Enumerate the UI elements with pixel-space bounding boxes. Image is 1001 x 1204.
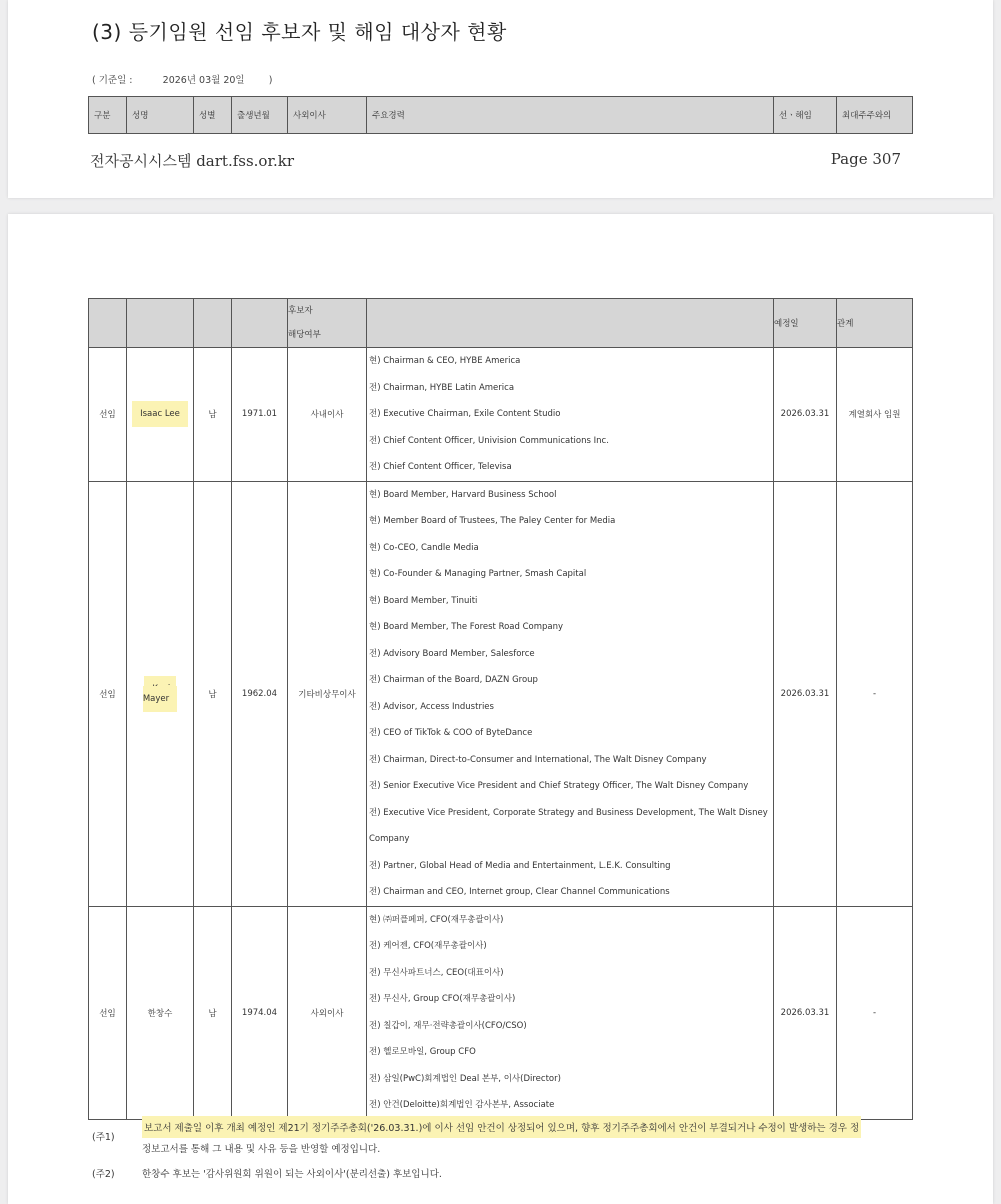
- col-birth: 출생년월: [232, 97, 288, 134]
- document-page-307: [8, 0, 993, 198]
- col-relation: 최대주주와의: [837, 97, 913, 134]
- row-birth: 1962.04: [232, 481, 288, 906]
- col-type: 구분: [89, 97, 127, 134]
- row-name: [127, 348, 194, 482]
- candidate-name-highlight: Kevin Mayer: [143, 676, 177, 712]
- row-date: 2026.03.31: [774, 906, 837, 1119]
- note-2-label: (주2): [92, 1169, 115, 1180]
- hdr-scheduled-date: 예정일: [774, 299, 837, 348]
- col-appoint-dismiss: 선ㆍ해임: [774, 97, 837, 134]
- career-line: 현) Board Member, Harvard Business School: [369, 489, 557, 500]
- career-line: 현) Board Member, The Forest Road Company: [369, 622, 564, 632]
- row-type: 선임: [89, 906, 127, 1119]
- row-date: 2026.03.31: [774, 481, 837, 906]
- row-type: 선임: [89, 481, 127, 906]
- career-line: 전) Executive Chairman, Exile Content Studio: [369, 409, 561, 419]
- career-line: 전) Chairman of the Board, DAZN Group: [369, 675, 538, 685]
- col-name: 성명: [127, 97, 194, 134]
- row-date: 2026.03.31: [774, 348, 837, 482]
- career-line: 전) 무신사, Group CFO(재무총괄이사): [369, 994, 516, 1004]
- hdr-candidate-line2: 해당여부: [288, 330, 321, 340]
- row-director-type: 기타비상무이사: [288, 481, 367, 906]
- hdr-blank-type: [89, 299, 127, 348]
- career-line: 현) Co-Founder & Managing Partner, Smash Capital: [369, 569, 587, 579]
- career-line: 전) Advisor, Access Industries: [369, 701, 494, 712]
- career-line: 전) Chief Content Officer, Univision Communications Inc.: [369, 435, 609, 446]
- row-director-type: 사내이사: [288, 348, 367, 482]
- candidate-name-highlight: Isaac Lee: [132, 401, 188, 427]
- career-line: Company: [369, 834, 410, 844]
- footer-site: 전자공시시스템 dart.fss.or.kr: [90, 152, 295, 170]
- career-line: 전) Advisory Board Member, Salesforce: [369, 648, 535, 659]
- hdr-blank-gender: [194, 299, 232, 348]
- career-line: 현) ㈜퍼플페퍼, CFO(재무총괄이사): [369, 914, 504, 925]
- hdr-blank-birth: [232, 299, 288, 348]
- row-birth: 1974.04: [232, 906, 288, 1119]
- row-relation: 계열회사 임원: [837, 348, 913, 482]
- career-line: 전) 안건(Deloitte)회계법인 감사본부, Associate: [369, 1100, 555, 1110]
- career-line: 현) Co-CEO, Candle Media: [369, 542, 479, 553]
- career-line: 전) Chairman and CEO, Internet group, Clear Channel Communications: [369, 887, 670, 897]
- career-line: 전) 케어젠, CFO(재무총괄이사): [369, 941, 487, 951]
- hdr-candidate-line1: 후보자: [288, 306, 313, 316]
- candidates-table: [88, 298, 913, 1120]
- row-name: [127, 481, 194, 906]
- career-line: 전) CEO of TikTok & COO of ByteDance: [369, 728, 533, 738]
- row-director-type: 사외이사: [288, 906, 367, 1119]
- row-career: [367, 481, 774, 906]
- career-line: 전) Chairman, HYBE Latin America: [369, 382, 515, 393]
- table-row: [89, 481, 913, 906]
- note-2-text: 한창수 후보는 '감사위원회 위원이 되는 사외이사'(분리선출) 후보입니다.: [142, 1169, 442, 1180]
- col-gender: 성별: [194, 97, 232, 134]
- career-line: 전) 칠갑이, 재무·전략총괄이사(CFO/CSO): [369, 1020, 527, 1031]
- career-line: 전) Executive Vice President, Corporate Strategy and Business Development, The Walt Disney: [369, 807, 768, 818]
- career-line: 전) Senior Executive Vice President and Chief Strategy Officer, The Walt Disney Company: [369, 781, 749, 791]
- career-line: 전) 삼일(PwC)회계법인 Deal 본부, 이사(Director): [369, 1073, 561, 1084]
- row-career: [367, 348, 774, 482]
- section-title: (3) 등기임원 선임 후보자 및 해임 대상자 현황: [92, 20, 507, 44]
- career-line: 전) Chief Content Officer, Televisa: [369, 462, 512, 472]
- row-birth: 1971.01: [232, 348, 288, 482]
- row-relation: -: [837, 481, 913, 906]
- base-date: ( 기준일 : 2026년 03월 20일 ): [92, 75, 273, 86]
- career-line: 현) Board Member, Tinuiti: [369, 595, 478, 606]
- row-name: 한창수: [127, 906, 194, 1119]
- row-gender: 남: [194, 348, 232, 482]
- row-career: [367, 906, 774, 1119]
- note-1-line1: 보고서 제출일 이후 개최 예정인 제21기 정기주주총회('26.03.31.)에 이사 선임 안건이 상정되어 있으며, 향후 정기주주총회에서 안건이 부결되거나 수정이 발생하는 경우 정: [142, 1116, 861, 1138]
- note-1-label: (주1): [92, 1132, 115, 1143]
- page-number: Page 307: [830, 150, 901, 168]
- document-page-308: [8, 214, 993, 1204]
- table-row: [89, 348, 913, 482]
- col-career: 주요경력: [367, 97, 774, 134]
- career-line: 현) Chairman & CEO, HYBE America: [369, 356, 521, 366]
- row-gender: 남: [194, 906, 232, 1119]
- note-1-line2: 정보고서를 통해 그 내용 및 사유 등을 반영할 예정입니다.: [142, 1144, 381, 1155]
- career-line: 현) Member Board of Trustees, The Paley Center for Media: [369, 516, 616, 526]
- row-type: 선임: [89, 348, 127, 482]
- career-line: 전) 헬로모바일, Group CFO: [369, 1047, 476, 1057]
- row-gender: 남: [194, 481, 232, 906]
- hdr-blank-name: [127, 299, 194, 348]
- row-relation: -: [837, 906, 913, 1119]
- career-line: 전) 무신사파트너스, CEO(대표이사): [369, 967, 504, 978]
- hdr-relation: 관계: [837, 299, 913, 348]
- col-outside-director: 사외이사: [288, 97, 367, 134]
- hdr-candidate-eligibility: [288, 299, 367, 348]
- table-row: [89, 906, 913, 1119]
- hdr-blank-career: [367, 299, 774, 348]
- header-table: [88, 96, 913, 134]
- career-line: 전) Chairman, Direct-to-Consumer and International, The Walt Disney Company: [369, 754, 707, 765]
- career-line: 전) Partner, Global Head of Media and Entertainment, L.E.K. Consulting: [369, 860, 671, 871]
